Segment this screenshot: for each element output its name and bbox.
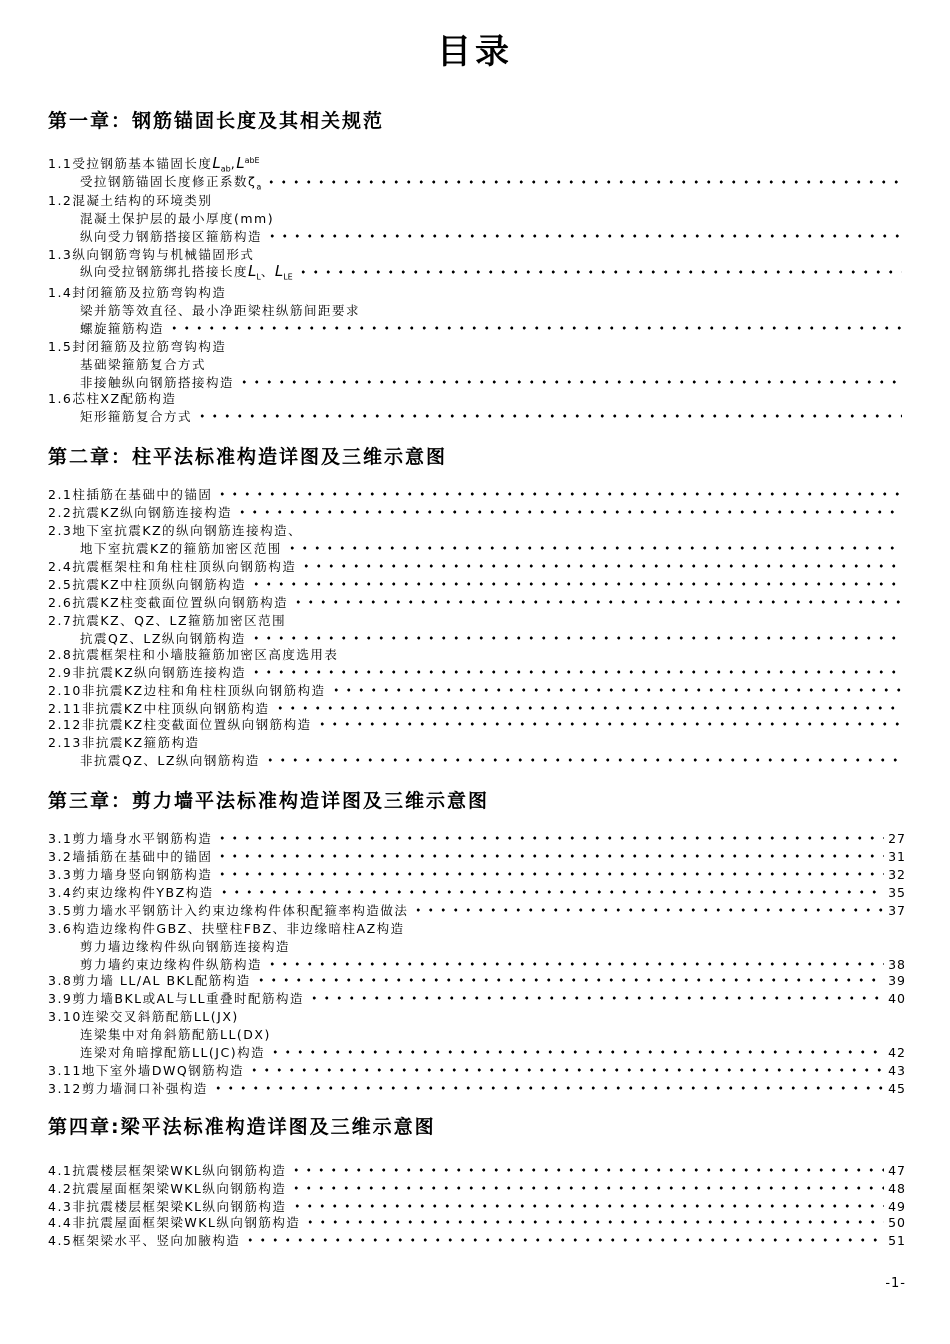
- toc-entry-label: 剪力墙约束边缘构件纵筋构造: [80, 957, 263, 972]
- toc-entry-label: 2.2抗震KZ纵向钢筋连接构造: [48, 505, 233, 520]
- toc-page-number: 43: [888, 1062, 906, 1078]
- toc-entry[interactable]: [48, 192, 906, 208]
- toc-entry-label: 2.7抗震KZ、QZ、LZ箍筋加密区范围: [48, 613, 287, 628]
- toc-page-number: 38: [888, 956, 906, 972]
- toc-entry-label: 剪力墙边缘构件纵向钢筋连接构造: [80, 939, 291, 954]
- toc-entry-label: 矩形箍筋复合方式: [80, 409, 193, 424]
- toc-entry[interactable]: [80, 956, 906, 972]
- dot-leader: [330, 688, 902, 692]
- toc-entry[interactable]: [48, 338, 906, 354]
- toc-entry[interactable]: [80, 174, 906, 190]
- dot-leader: [218, 890, 884, 894]
- toc-entry-label: 2.5抗震KZ中柱顶纵向钢筋构造: [48, 577, 247, 592]
- toc-entry-label: 2.4抗震框架柱和角柱柱顶纵向钢筋构造: [48, 559, 297, 574]
- toc-entry[interactable]: [48, 504, 906, 520]
- toc-page-number: 48: [888, 1180, 906, 1196]
- toc-entry-label: 3.8剪力墙 LL/AL BKL配筋构造: [48, 973, 251, 988]
- toc-entry[interactable]: [80, 938, 906, 954]
- toc-entry-label: 螺旋箍筋构造: [80, 321, 165, 336]
- toc-entry[interactable]: [48, 1062, 906, 1078]
- toc-entry[interactable]: [80, 320, 906, 336]
- toc-entry-label: 1.6芯柱XZ配筋构造: [48, 391, 177, 406]
- toc-entry-label: 2.8抗震框架柱和小墙肢箍筋加密区高度选用表: [48, 647, 339, 662]
- dot-leader: [236, 510, 902, 514]
- toc-entry[interactable]: [48, 830, 906, 846]
- toc-entry[interactable]: [80, 540, 906, 556]
- toc-entry[interactable]: [48, 972, 906, 988]
- dot-leader: [316, 722, 902, 726]
- toc-page-number: 47: [888, 1162, 906, 1178]
- toc-entry-label: 3.4约束边缘构件YBZ构造: [48, 885, 214, 900]
- toc-page-number: 49: [888, 1198, 906, 1214]
- toc-page-number: 50: [888, 1214, 906, 1230]
- toc-entry[interactable]: [48, 1214, 906, 1230]
- dot-leader: [274, 706, 902, 710]
- dot-leader: [291, 1204, 885, 1208]
- toc-entry-label: 3.10连梁交叉斜筋配筋LL(JX): [48, 1009, 239, 1024]
- toc-entry[interactable]: [48, 700, 906, 716]
- toc-entry[interactable]: [48, 682, 906, 698]
- chapter-heading: 第四章:梁平法标准构造详图及三维示意图: [48, 1116, 436, 1138]
- toc-page-number: 35: [888, 884, 906, 900]
- chapter-heading: 第一章：钢筋锚固长度及其相关规范: [48, 110, 385, 132]
- dot-leader: [300, 564, 902, 568]
- dot-leader: [264, 758, 902, 762]
- toc-entry-label: 4.1抗震楼层框架梁WKL纵向钢筋构造: [48, 1163, 287, 1178]
- toc-entry[interactable]: [48, 612, 906, 628]
- toc-page-number: 32: [888, 866, 906, 882]
- toc-entry[interactable]: [48, 866, 906, 882]
- toc-entry[interactable]: [80, 302, 906, 318]
- toc-entry[interactable]: [80, 630, 906, 646]
- toc-entry[interactable]: [48, 902, 906, 918]
- toc-entry-label: 混凝土保护层的最小厚度(mm): [80, 211, 275, 226]
- toc-entry[interactable]: [48, 1080, 906, 1096]
- chapter-heading: 第三章：剪力墙平法标准构造详图及三维示意图: [48, 790, 490, 812]
- dot-leader: [290, 1168, 884, 1172]
- toc-page-number: 40: [888, 990, 906, 1006]
- toc-entry-label: 连梁集中对角斜筋配筋LL(DX): [80, 1027, 271, 1042]
- toc-page-number: 31: [888, 848, 906, 864]
- toc-page-number: 51: [888, 1232, 906, 1248]
- toc-entry-label: 1.3纵向钢筋弯钩与机械锚固形式: [48, 247, 255, 262]
- toc-entry[interactable]: [80, 408, 906, 424]
- toc-entry[interactable]: [48, 246, 906, 262]
- toc-entry-label: 1.5封闭箍筋及拉筋弯钩构造: [48, 339, 227, 354]
- toc-entry[interactable]: [80, 1026, 906, 1042]
- toc-entry-label: 非接触纵向钢筋搭接构造: [80, 375, 235, 390]
- toc-entry-label: 2.12非抗震KZ柱变截面位置纵向钢筋构造: [48, 717, 312, 732]
- dot-leader: [216, 492, 902, 496]
- toc-entry-label: 1.1受拉钢筋基本锚固长度$L_{ab},L^{abE}$: [48, 154, 260, 174]
- toc-entry-label: 4.4非抗震屋面框架梁WKL纵向钢筋构造: [48, 1215, 301, 1230]
- toc-entry-label: 3.1剪力墙身水平钢筋构造: [48, 831, 213, 846]
- toc-entry[interactable]: [80, 752, 906, 768]
- toc-page-number: 27: [888, 830, 906, 846]
- toc-entry[interactable]: [48, 522, 906, 538]
- dot-leader: [297, 270, 902, 274]
- dot-leader: [308, 996, 884, 1000]
- dot-leader: [265, 180, 902, 184]
- dot-leader: [292, 600, 902, 604]
- toc-entry[interactable]: [48, 1162, 906, 1178]
- toc-entry-label: 2.13非抗震KZ箍筋构造: [48, 735, 200, 750]
- dot-leader: [248, 1068, 884, 1072]
- dot-leader: [244, 1238, 884, 1242]
- dot-leader: [168, 326, 902, 330]
- toc-entry[interactable]: [80, 228, 906, 244]
- toc-entry-label: 3.11地下室外墙DWQ钢筋构造: [48, 1063, 245, 1078]
- toc-entry-label: 1.2混凝土结构的环境类别: [48, 193, 213, 208]
- toc-entry[interactable]: [48, 848, 906, 864]
- toc-page-number: 45: [888, 1080, 906, 1096]
- toc-entry-label: 梁并筋等效直径、最小净距梁柱纵筋间距要求: [80, 303, 361, 318]
- toc-entry-label: 2.11非抗震KZ中柱顶纵向钢筋构造: [48, 701, 270, 716]
- toc-entry-label: 受拉钢筋锚固长度修正系数$\zeta_a$: [80, 174, 262, 192]
- dot-leader: [238, 380, 902, 384]
- toc-entry-label: 4.5框架梁水平、竖向加腋构造: [48, 1233, 241, 1248]
- toc-entry-label: 2.1柱插筋在基础中的锚固: [48, 487, 213, 502]
- toc-entry[interactable]: [48, 716, 906, 732]
- toc-entry-label: 2.10非抗震KZ边柱和角柱柱顶纵向钢筋构造: [48, 683, 326, 698]
- toc-entry[interactable]: [80, 1044, 906, 1060]
- dot-leader: [216, 854, 884, 858]
- toc-entry-label: 3.2墙插筋在基础中的锚固: [48, 849, 213, 864]
- toc-entry[interactable]: [48, 1008, 906, 1024]
- dot-leader: [250, 670, 902, 674]
- toc-entry-label: 3.3剪力墙身竖向钢筋构造: [48, 867, 213, 882]
- toc-entry[interactable]: [48, 1232, 906, 1248]
- toc-entry-label: 4.2抗震屋面框架梁WKL纵向钢筋构造: [48, 1181, 287, 1196]
- toc-entry[interactable]: [48, 664, 906, 680]
- chapter-heading: 第二章：柱平法标准构造详图及三维示意图: [48, 446, 448, 468]
- toc-entry-label: 2.6抗震KZ柱变截面位置纵向钢筋构造: [48, 595, 289, 610]
- toc-entry[interactable]: [80, 210, 906, 226]
- toc-entry-label: 连梁对角暗撑配筋LL(JC)构造: [80, 1045, 266, 1060]
- dot-leader: [196, 414, 902, 418]
- toc-entry[interactable]: [48, 646, 906, 662]
- toc-entry[interactable]: [48, 990, 906, 1006]
- toc-entry-label: 3.5剪力墙水平钢筋计入约束边缘构件体积配箍率构造做法: [48, 903, 409, 918]
- dot-leader: [250, 636, 902, 640]
- toc-entry[interactable]: [48, 1180, 906, 1196]
- toc-entry[interactable]: [48, 920, 906, 936]
- toc-entry[interactable]: [48, 156, 906, 172]
- toc-entry-label: 3.6构造边缘构件GBZ、扶壁柱FBZ、非边缘暗柱AZ构造: [48, 921, 405, 936]
- toc-entry[interactable]: [48, 390, 906, 406]
- dot-leader: [216, 872, 884, 876]
- toc-entry[interactable]: [80, 356, 906, 372]
- toc-entry-label: 纵向受力钢筋搭接区箍筋构造: [80, 229, 263, 244]
- toc-entry[interactable]: [48, 284, 906, 300]
- toc-page-number: 39: [888, 972, 906, 988]
- dot-leader: [269, 1050, 884, 1054]
- toc-entry-label: 1.4封闭箍筋及拉筋弯钩构造: [48, 285, 227, 300]
- toc-entry[interactable]: [80, 374, 906, 390]
- toc-entry-label: 抗震QZ、LZ纵向钢筋构造: [80, 631, 246, 646]
- toc-entry-label: 地下室抗震KZ的箍筋加密区范围: [80, 541, 282, 556]
- toc-entry-label: 4.3非抗震楼层框架梁KL纵向钢筋构造: [48, 1199, 287, 1214]
- toc-page-number: 37: [888, 902, 906, 918]
- toc-entry[interactable]: [48, 594, 906, 610]
- dot-leader: [304, 1220, 884, 1224]
- toc-entry[interactable]: [48, 884, 906, 900]
- toc-entry[interactable]: [80, 264, 906, 280]
- toc-entry[interactable]: [48, 734, 906, 750]
- dot-leader: [250, 582, 902, 586]
- toc-entry[interactable]: [48, 558, 906, 574]
- dot-leader: [255, 978, 884, 982]
- dot-leader: [266, 962, 884, 966]
- toc-entry-label: 3.12剪力墙洞口补强构造: [48, 1081, 208, 1096]
- dot-leader: [216, 836, 884, 840]
- toc-entry-label: 纵向受拉钢筋绑扎搭接长度$L_L$、$L_{LE}$: [80, 262, 293, 282]
- toc-entry[interactable]: [48, 576, 906, 592]
- toc-page-number: 42: [888, 1044, 906, 1060]
- dot-leader: [266, 234, 902, 238]
- dot-leader: [290, 1186, 884, 1190]
- toc-entry-label: 2.9非抗震KZ纵向钢筋连接构造: [48, 665, 247, 680]
- dot-leader: [212, 1086, 884, 1090]
- toc-entry-label: 3.9剪力墙BKL或AL与LL重叠时配筋构造: [48, 991, 305, 1006]
- dot-leader: [286, 546, 902, 550]
- toc-entry-label: 基础梁箍筋复合方式: [80, 357, 207, 372]
- toc-entry-label: 2.3地下室抗震KZ的纵向钢筋连接构造、: [48, 523, 303, 538]
- page-title: 目录: [437, 32, 513, 72]
- toc-entry[interactable]: [48, 486, 906, 502]
- toc-entry-label: 非抗震QZ、LZ纵向钢筋构造: [80, 753, 260, 768]
- dot-leader: [412, 908, 884, 912]
- page-number: -1-: [885, 1276, 906, 1291]
- toc-entry[interactable]: [48, 1198, 906, 1214]
